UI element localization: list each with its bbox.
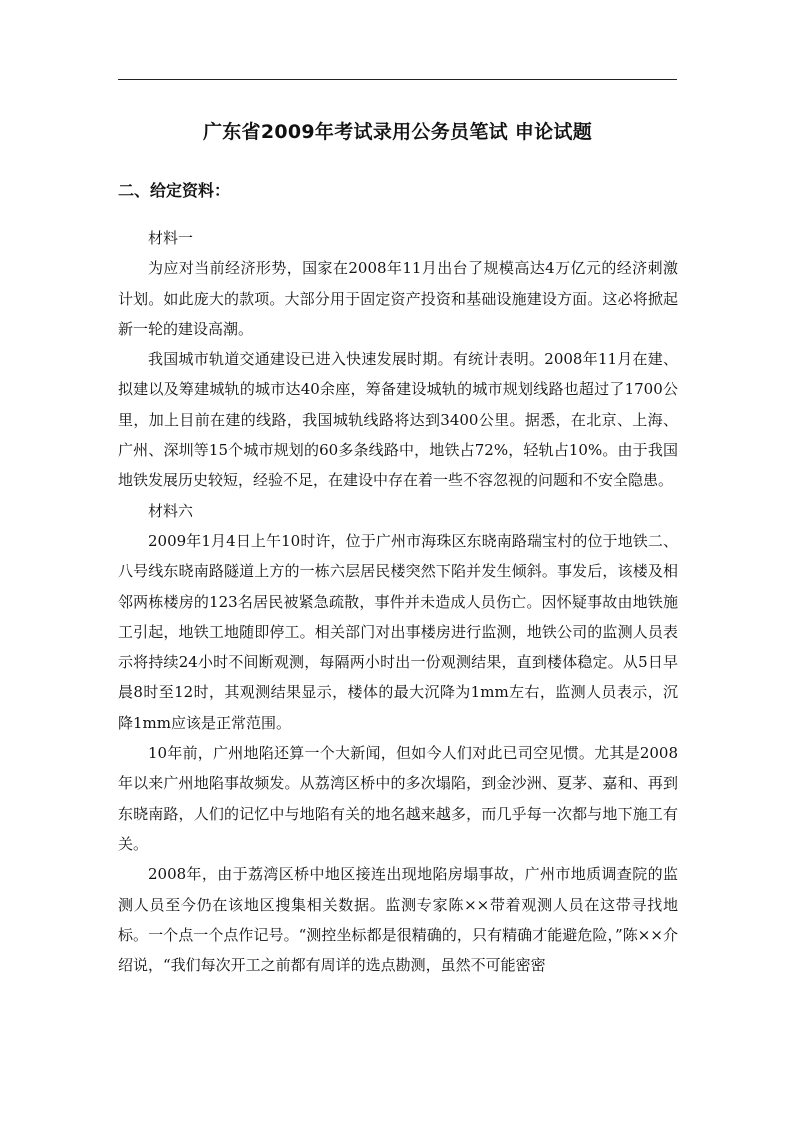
document-title: 广东省2009年考试录用公务员笔试 申论试题 <box>202 121 593 143</box>
body-paragraph: 2008年，由于荔湾区桥中地区接连出现地陷房塌事故，广州市地质调查院的监测人员至今仍在该地区搜集相关数据。监测专家陈××带着观测人员在这带寻找地标。一个点一个点作记号。“测控坐标都是很精确的，只有精确才能避危险，”陈××介绍说，“我们每次开工之前都有周详的选点勘测，虽然不可能密密 <box>118 865 678 975</box>
section-heading: 二、给定资料： <box>118 181 231 200</box>
body-paragraph: 我国城市轨道交通建设已进入快速发展时期。有统计表明。2008年11月在建、拟建以及筹建城轨的城市达40余座，筹备建设城轨的城市规划线路也超过了1700公里，加上目前在建的线路，我国城轨线路将达到3400公里。据悉，在北京、上海、广州、深圳等15个城市规划的60多条线路中，地铁占72%，轻轨占10%。由于我国地铁发展历史较短，经验不足，在建设中存在着一些不容忽视的问题和不安全隐患。 <box>118 350 678 490</box>
body-paragraph: 为应对当前经济形势，国家在2008年11月出台了规模高达4万亿元的经济刺激计划。如此庞大的款项。大部分用于固定资产投资和基础设施建设方面。这必将掀起新一轮的建设高潮。 <box>118 259 678 338</box>
document-body <box>118 223 678 980</box>
header-rule <box>118 79 677 80</box>
body-paragraph: 10年前，广州地陷还算一个大新闻，但如今人们对此已司空见惯。尤其是2008年以来广州地陷事故频发。从荔湾区桥中的多次塌陷，到金沙洲、夏茅、嘉和、再到东晓南路，人们的记忆中与地陷有关的地名越来越多，而几乎每一次都与地下施工有关。 <box>118 744 678 853</box>
body-paragraph: 2009年1月4日上午10时许，位于广州市海珠区东晓南路瑞宝村的位于地铁二、八号线东晓南路隧道上方的一栋六层居民楼突然下陷并发生倾斜。事发后，该楼及相邻两栋楼房的123名居民被紧急疏散，事件并未造成人员伤亡。因怀疑事故由地铁施工引起，地铁工地随即停工。相关部门对出事楼房进行监测，地铁公司的监测人员表示将持续24小时不间断观测，每隔两小时出一份观测结果，直到楼体稳定。从5日早晨8时至12时，其观测结果显示，楼体的最大沉降为1mm左右，监测人员表示，沉降1mm应该是正常范围。 <box>118 531 678 732</box>
material-label: 材料六 <box>148 501 194 520</box>
material-label: 材料一 <box>148 229 194 247</box>
